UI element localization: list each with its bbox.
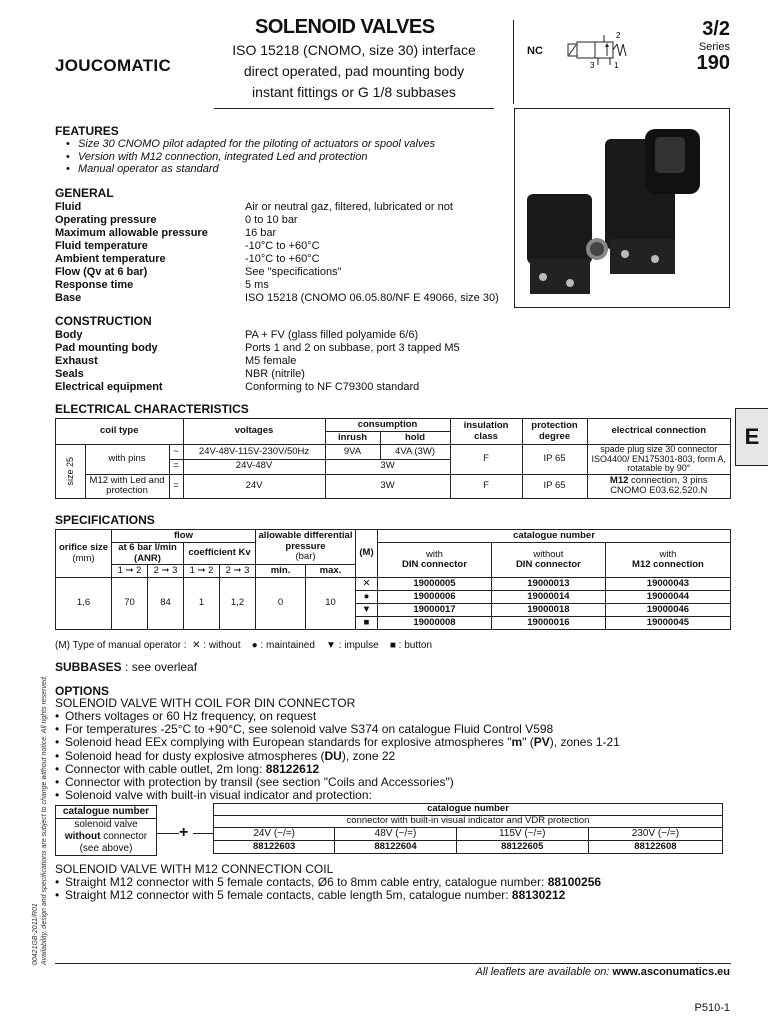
valve-symbol-icon (565, 30, 640, 72)
catalogue-code: 88122603 (214, 841, 335, 854)
col-header: coil type (56, 419, 184, 445)
connector-line (193, 833, 213, 834)
list-item: • Version with M12 connection, integrated Led and protection (78, 151, 435, 164)
table-cell: 10 (306, 578, 356, 630)
hdr-text: M12 connection (632, 559, 704, 570)
subtitle-line-3: instant fittings or G 1/8 subbases (252, 84, 456, 100)
col-header (56, 530, 112, 578)
list-item: • For temperatures -25°C to +90°C, see solenoid valve S374 on catalogue Fluid Control V598 (55, 723, 735, 736)
nc-label: NC (527, 45, 543, 57)
port-num: 1 (117, 564, 123, 576)
hdr-text: without (533, 548, 564, 560)
header-underline (214, 108, 494, 109)
spec-value: See "specifications" (245, 266, 342, 278)
spec-value: M5 female (245, 355, 297, 367)
spec-key: Flow (Qv at 6 bar) (55, 266, 148, 278)
operator-icon: ■ (356, 617, 378, 630)
col-header: coefficient Kv (184, 543, 256, 565)
port-num: 1 (189, 564, 195, 576)
table-cell: 1 (184, 578, 220, 630)
box-line: (see above) (79, 843, 133, 854)
col-header: connector with built-in visual indicator and VDR protection (214, 816, 723, 828)
footer-label: All leaflets are available on: (475, 966, 613, 978)
catalogue-code: 88100256 (547, 875, 602, 889)
col-header (184, 565, 220, 578)
brand-logo: JOUCOMATIC (55, 56, 172, 75)
box-line: solenoid valve (74, 819, 138, 830)
table-cell: 19000046 (605, 604, 730, 617)
box-body (56, 819, 157, 856)
series-number: 190 (696, 52, 730, 74)
catalogue-code: 88122612 (265, 761, 320, 776)
table-cell: = (169, 459, 183, 474)
size-label: size 25 (65, 456, 76, 486)
text-part: Connector with cable outlet, 2m long: (65, 761, 266, 776)
symbol-port-2: 2 (616, 31, 621, 40)
table-cell: 24V-48V-115V-230V/50Hz (183, 445, 325, 460)
conn-bold: M12 (609, 474, 629, 486)
size-cell (56, 445, 86, 499)
spec-key: Pad mounting body (55, 342, 158, 354)
table-cell: 19000014 (491, 591, 605, 604)
table-cell: 24V-48V (183, 459, 325, 474)
operator-icon: ▼ (356, 604, 378, 617)
table-row (56, 578, 731, 591)
port-num: 2 (136, 564, 142, 576)
box-bold: without (64, 831, 101, 842)
m12-options-list (55, 876, 735, 902)
table-cell: 3W (325, 474, 450, 498)
voltage-cell: 24V (~/=) (214, 828, 335, 841)
text-part: ), zone 22 (341, 748, 396, 763)
header-divider (513, 20, 514, 104)
port-num: 3 (244, 564, 250, 576)
symbol-port-3: 3 (590, 61, 595, 70)
table-cell: 19000043 (605, 578, 730, 591)
features-list (78, 138, 435, 176)
col-header: hold (380, 432, 450, 445)
spec-value: ISO 15218 (CNOMO 06.05.80/NF E 49066, size 30) (245, 292, 499, 304)
col-header: inrush (325, 432, 380, 445)
symbol-port-1: 1 (614, 61, 619, 70)
table-cell: 19000017 (378, 604, 492, 617)
col-header: at 6 bar l/min (ANR) (112, 543, 184, 565)
spec-key: Seals (55, 368, 84, 380)
text-part: Solenoid head EEx complying with European standards for explosive atmospheres " (65, 735, 512, 750)
catalogue-code: 88130212 (511, 888, 566, 903)
box-header: catalogue number (56, 806, 157, 819)
table-cell: F (450, 474, 522, 498)
specifications-heading: SPECIFICATIONS (55, 513, 155, 527)
table-cell: 0 (256, 578, 306, 630)
voltage-cell: 115V (~/=) (456, 828, 588, 841)
hdr-text: DIN connector (515, 559, 581, 570)
table-cell: 84 (148, 578, 184, 630)
product-photo (514, 108, 730, 308)
col-header: min. (256, 565, 306, 578)
specifications-table (55, 529, 731, 630)
port-num: 2 (208, 564, 214, 576)
col-header: catalogue number (214, 804, 723, 816)
text-part: " ( (522, 735, 534, 750)
spec-key: Electrical equipment (55, 381, 163, 393)
options-heading: OPTIONS (55, 684, 110, 698)
spec-key: Maximum allowable pressure (55, 227, 208, 239)
table-cell: 19000005 (378, 578, 492, 591)
spec-key: Response time (55, 279, 134, 291)
section-tab-e[interactable]: E (735, 408, 768, 466)
port-num: 2 (225, 564, 231, 576)
list-item: • Size 30 CNOMO pilot adapted for the piloting of actuators or spool valves (78, 138, 435, 151)
construction-heading: CONSTRUCTION (55, 314, 152, 328)
website-link[interactable]: www.asconumatics.eu (612, 966, 730, 978)
text-part: Solenoid head for dusty explosive atmospheres ( (65, 748, 325, 763)
hdr-text: allowable differential pressure (258, 530, 353, 552)
spec-value: Conforming to NF C79300 standard (245, 381, 420, 393)
col-header: flow (112, 530, 256, 543)
catalogue-code: 88122604 (335, 841, 456, 854)
list-item (55, 889, 735, 902)
conn-line: spade plug size 30 connector (600, 444, 718, 454)
din-option-title: SOLENOID VALVE WITH COIL FOR DIN CONNECTOR (55, 696, 356, 710)
catalogue-code: 88122608 (588, 841, 722, 854)
spec-value: 0 to 10 bar (245, 214, 298, 226)
col-header: voltages (183, 419, 325, 445)
document-code: 00421GB-2011/R01 (32, 903, 39, 965)
table-cell: IP 65 (522, 474, 587, 498)
text-part: ), zones 1-21 (549, 735, 620, 750)
table-cell: 19000013 (491, 578, 605, 591)
spec-value: -10°C to +60°C (245, 253, 320, 265)
table-cell: 70 (112, 578, 148, 630)
page-title: SOLENOID VALVES (255, 16, 435, 38)
conn-line: CNOMO E03.62.520.N (610, 485, 708, 496)
spec-value: -10°C to +60°C (245, 240, 320, 252)
page-number: P510-1 (694, 1002, 730, 1014)
table-cell: F (450, 445, 522, 475)
operator-icon: ● (356, 591, 378, 604)
connector-line (157, 833, 179, 834)
arrow-icon: ➞ (197, 564, 206, 576)
hdr-text: orifice size (58, 542, 109, 553)
table-cell: 9VA (325, 445, 380, 460)
box-line: connector (100, 831, 148, 842)
col-header: insulation class (450, 419, 522, 445)
hdr-text: with (659, 548, 677, 560)
m12-option-title: SOLENOID VALVE WITH M12 CONNECTION COIL (55, 862, 334, 876)
table-cell: with pins (85, 445, 169, 475)
col-header: consumption (325, 419, 450, 432)
spec-key: Fluid temperature (55, 240, 148, 252)
col-header: (M) (356, 530, 378, 578)
hdr-text: (bar) (295, 551, 316, 563)
spec-value: 5 ms (245, 279, 269, 291)
valve-type: 3/2 (702, 18, 730, 40)
arrow-icon: ➞ (161, 564, 170, 576)
electrical-heading: ELECTRICAL CHARACTERISTICS (55, 402, 249, 416)
series-label: Series (698, 41, 730, 53)
connector-catalogue-table (213, 803, 723, 854)
table-cell (587, 474, 730, 498)
features-heading: FEATURES (55, 124, 119, 138)
col-header: electrical connection (587, 419, 730, 445)
arrow-icon: ➞ (125, 564, 134, 576)
conn-line: connection, 3 pins (628, 474, 708, 486)
solenoid-valve-image (515, 109, 729, 307)
text-part: Straight M12 connector with 5 female contacts, Ø6 to 8mm cable entry, catalogue number: (65, 875, 548, 889)
table-cell: 4VA (3W) (380, 445, 450, 460)
table-cell: IP 65 (522, 445, 587, 475)
spec-value: NBR (nitrile) (245, 368, 305, 380)
table-cell: M12 with Led and protection (85, 474, 169, 498)
operator-icon: ✕ (356, 578, 378, 591)
spec-value: Ports 1 and 2 on subbase, port 3 tapped M5 (245, 342, 460, 354)
col-header (112, 565, 148, 578)
subbases-line (55, 660, 197, 674)
list-item: • Others voltages or 60 Hz frequency, on request (55, 710, 735, 723)
subbases-heading: SUBBASES (55, 660, 122, 674)
voltage-cell: 48V (~/=) (335, 828, 456, 841)
col-header (491, 543, 605, 578)
table-cell (587, 445, 730, 475)
subtitle-line-2: direct operated, pad mounting body (243, 63, 465, 79)
conn-line: ISO4400/ EN175301-803, form A, (591, 453, 727, 464)
list-item: • Solenoid valve with built-in visual indicator and protection: (55, 789, 735, 802)
conn-line: rotatable by 90° (627, 463, 691, 473)
text-bold: DU (324, 748, 342, 763)
table-cell: 24V (183, 474, 325, 498)
text-bold: m (511, 735, 523, 750)
spec-key: Exhaust (55, 355, 98, 367)
table-cell: 19000045 (605, 617, 730, 630)
table-cell: 1,2 (220, 578, 256, 630)
hdr-text: DIN connector (402, 559, 467, 570)
table-cell: 3W (325, 459, 450, 474)
col-header (605, 543, 730, 578)
din-options-list (55, 710, 735, 802)
spec-key: Ambient temperature (55, 253, 166, 265)
col-header (378, 543, 492, 578)
port-num: 2 (153, 564, 159, 576)
spec-key: Operating pressure (55, 214, 157, 226)
port-num: 3 (172, 564, 178, 576)
col-header (256, 530, 356, 565)
footer-rule (55, 963, 731, 964)
spec-key: Body (55, 329, 83, 341)
footer-text (475, 966, 730, 978)
catalogue-code: 88122605 (456, 841, 588, 854)
col-header: catalogue number (378, 530, 731, 543)
text-bold: PV (533, 735, 550, 750)
list-item: • Manual operator as standard (78, 163, 435, 176)
spec-key: Fluid (55, 201, 82, 213)
spec-key: Base (55, 292, 82, 304)
plus-sign: + (179, 824, 189, 841)
col-header (220, 565, 256, 578)
table-cell: ~ (169, 445, 183, 460)
table-cell: 19000016 (491, 617, 605, 630)
col-header: max. (306, 565, 356, 578)
table-cell: 19000018 (491, 604, 605, 617)
solenoid-catalogue-box (55, 805, 157, 856)
subbases-text: : see overleaf (121, 660, 198, 674)
arrow-icon: ➞ (233, 564, 242, 576)
table-cell: 1,6 (56, 578, 112, 630)
subtitle-line-1: ISO 15218 (CNOMO, size 30) interface (232, 42, 476, 58)
operator-legend: (M) Type of manual operator : ✕ : without ● : maintained ▼ : impulse ■ : button (55, 640, 433, 651)
table-cell: 19000008 (378, 617, 492, 630)
table-cell: 19000006 (378, 591, 492, 604)
legal-note: Availability, design and specifications are subject to change without notice. All rights reserved. (41, 675, 48, 965)
general-heading: GENERAL (55, 186, 114, 200)
list-item: • Connector with protection by transil (see section "Coils and Accessories") (55, 776, 735, 789)
hdr-text: with (426, 548, 443, 560)
hdr-text: (mm) (72, 552, 95, 564)
table-cell: 19000044 (605, 591, 730, 604)
text-part: Straight M12 connector with 5 female contacts, cable length 5m, catalogue number: (65, 888, 512, 903)
electrical-table (55, 418, 731, 499)
col-header (148, 565, 184, 578)
table-cell: = (169, 474, 183, 498)
voltage-cell: 230V (~/=) (588, 828, 722, 841)
spec-value: Air or neutral gaz, filtered, lubricated or not (245, 201, 453, 213)
col-header: protection degree (522, 419, 587, 445)
spec-value: PA + FV (glass filled polyamide 6/6) (245, 329, 419, 341)
spec-value: 16 bar (245, 227, 277, 239)
